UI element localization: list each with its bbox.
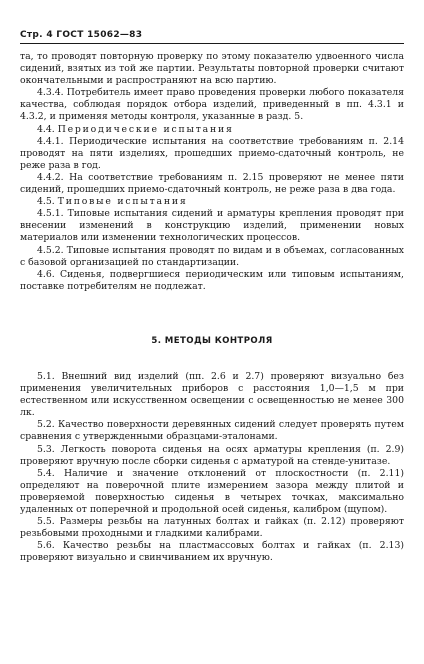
heading-4-4 <box>20 124 404 136</box>
paragraph-4-3-4: 4.3.4. Потребитель имеет право проведения проверки любого показателя качества, соблюдая порядок отбора изделий, приведенный в пп. 4.3.1 и 4.3.2, и применяя методы контроля, указанные в разд. 5. <box>20 87 404 123</box>
paragraph-4-4-2: 4.4.2. На соответствие требованиям п. 2.15 проверяют не менее пяти сидений, прошедших приемо-сдаточный контроль, не реже раза в два года. <box>20 171 404 196</box>
section-5-title: 5. МЕТОДЫ КОНТРОЛЯ <box>151 335 273 346</box>
paragraph-4-4-1: 4.4.1. Периодические испытания на соответствие требованиям п. 2.14 проводят на пяти изделиях, прошедших приемо-сдаточный контроль, не реже раза в год. <box>20 135 404 171</box>
paragraph-4-5-2: 4.5.2. Типовые испытания проводят по видам и в объемах, согласованных с базовой организацией по стандартизации. <box>20 244 404 268</box>
heading-4-4-number: 4.4. <box>37 123 55 135</box>
paragraph-5-3: 5.3. Легкость поворота сиденья на осях арматуры крепления (п. 2.9) проверяют вручную после сборки сиденья с арматурой на стенде-унитазе. <box>20 443 404 467</box>
heading-4-4-title: Периодические испытания <box>57 123 234 135</box>
heading-4-5-number: 4.5. <box>37 196 55 208</box>
paragraph-5-5: 5.5. Размеры резьбы на латунных болтах и гайках (п. 2.12) проверяют резьбовыми проходными и гладкими калибрами. <box>20 516 404 540</box>
paragraph-4-5-1: 4.5.1. Типовые испытания сидений и арматуры крепления проводят при внесении изменений в конструкцию изделий, применении новых материалов или изменении технологических процессов. <box>20 208 404 244</box>
document-body <box>20 51 404 564</box>
paragraph-5-4: 5.4. Наличие и значение отклонений от плоскостности (п. 2.11) определяют на поверочной плите измерением зазора между плитой и проверяемой поверхностью сиденья в четырех точках, максимально удаленных от поперечной и продольной осей сиденья, калибром (щупом). <box>20 467 404 515</box>
paragraph-5-6: 5.6. Качество резьбы на пластмассовых болтах и гайках (п. 2.13) проверяют визуально и свинчиванием их вручную. <box>20 540 404 564</box>
paragraph-5-1: 5.1. Внешний вид изделий (пп. 2.6 и 2.7) проверяют визуально без применения увеличительных приборов с расстояния 1,0—1,5 м при естественном или искусственном освещении с освещенностью не менее 300 лк. <box>20 370 404 419</box>
paragraph-4-6: 4.6. Сиденья, подвергшиеся периодическим или типовым испытаниям, поставке потребителям не подлежат. <box>20 268 404 292</box>
header-rule <box>20 43 404 44</box>
page-header: Стр. 4 ГОСТ 15062—83 <box>20 30 143 40</box>
heading-4-5 <box>20 196 404 208</box>
paragraph-5-2: 5.2. Качество поверхности деревянных сидений следует проверять путем сравнения с утвержденными образцами-эталонами. <box>20 419 404 443</box>
paragraph-continuation: та, то проводят повторную проверку по этому показателю удвоенного числа сидений, взятых из той же партии. Результаты повторной проверки считают окончательными и распространяют на всю партию. <box>20 51 404 87</box>
heading-4-5-title: Типовые испытания <box>57 196 188 208</box>
